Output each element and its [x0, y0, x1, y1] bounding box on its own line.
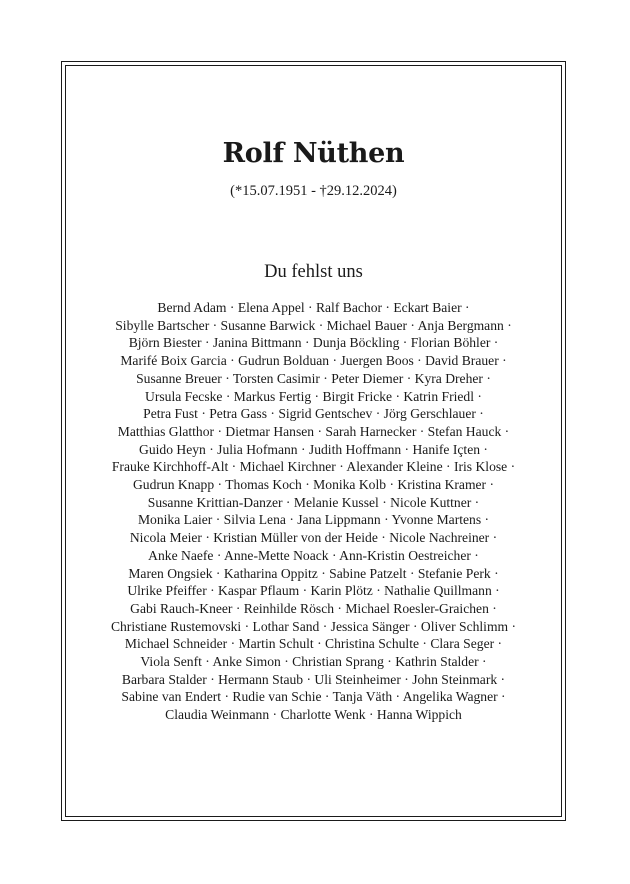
- signatories-line: Susanne Krittian-Danzer · Melanie Kussel · Nicole Kuttner ·: [147, 494, 480, 510]
- signatories-line: Monika Laier · Silvia Lena · Jana Lippmann · Yvonne Martens ·: [137, 512, 490, 528]
- subtitle: Du fehlst uns: [264, 262, 363, 282]
- life-dates: (*15.07.1951 - †29.12.2024): [230, 183, 397, 199]
- signatories-line: Maren Ongsiek · Katharina Oppitz · Sabine Patzelt · Stefanie Perk ·: [128, 565, 499, 581]
- signatories-line: Nicola Meier · Kristian Müller von der Heide · Nicole Nachreiner ·: [129, 530, 498, 546]
- signatories-line: Gudrun Knapp · Thomas Koch · Monika Kolb · Kristina Kramer ·: [132, 477, 495, 493]
- signatories-line: Michael Schneider · Martin Schult · Christina Schulte · Clara Seger ·: [124, 636, 503, 652]
- signatories-line: Bernd Adam · Elena Appel · Ralf Bachor · Eckart Baier ·: [157, 300, 470, 315]
- signatories-line: Claudia Weinmann · Charlotte Wenk · Hanna Wippich: [165, 707, 462, 723]
- signatories-line: Sibylle Bartscher · Susanne Barwick · Michael Bauer · Anja Bergmann ·: [115, 317, 512, 333]
- signatories-line: Christiane Rustemovski · Lothar Sand · Jessica Sänger · Oliver Schlimm ·: [110, 618, 517, 634]
- signatories-line: Petra Fust · Petra Gass · Sigrid Gentschev · Jörg Gerschlauer ·: [143, 406, 484, 422]
- signatories-line: Barbara Stalder · Hermann Staub · Uli Steinheimer · John Steinmark ·: [121, 671, 506, 687]
- signatories-line: Ulrike Pfeiffer · Kaspar Pflaum · Karin Plötz · Nathalie Quillmann ·: [127, 583, 500, 599]
- signatories-line: Frauke Kirchhoff-Alt · Michael Kirchner · Alexander Kleine · Iris Klose ·: [111, 459, 516, 475]
- signatories-line: Sabine van Endert · Rudie van Schie · Tanja Väth · Angelika Wagner ·: [121, 689, 506, 705]
- signatories-line: Viola Senft · Anke Simon · Christian Sprang · Kathrin Stalder ·: [140, 654, 487, 670]
- signatories-line: Gabi Rauch-Kneer · Reinhilde Rösch · Michael Roesler-Graichen ·: [130, 600, 497, 616]
- signatories-line: Guido Heyn · Julia Hofmann · Judith Hoffmann · Hanife Içten ·: [139, 441, 488, 457]
- deceased-name: Rolf Nüthen: [222, 138, 405, 169]
- signatories-list: [66, 299, 561, 724]
- signatories-line: Marifé Boix Garcia · Gudrun Bolduan · Juergen Boos · David Brauer ·: [120, 353, 507, 369]
- signatories-line: Björn Biester · Janina Bittmann · Dunja Böckling · Florian Böhler ·: [128, 335, 499, 351]
- signatories-line: Matthias Glatthor · Dietmar Hansen · Sarah Harnecker · Stefan Hauck ·: [117, 423, 510, 439]
- notice-content: [66, 66, 561, 724]
- signatories-line: Ursula Fecske · Markus Fertig · Birgit Fricke · Katrin Friedl ·: [145, 388, 482, 404]
- signatories-line: Susanne Breuer · Torsten Casimir · Peter Diemer · Kyra Dreher ·: [136, 370, 491, 386]
- signatories-line: Anke Naefe · Anne-Mette Noack · Ann-Kristin Oestreicher ·: [148, 547, 479, 563]
